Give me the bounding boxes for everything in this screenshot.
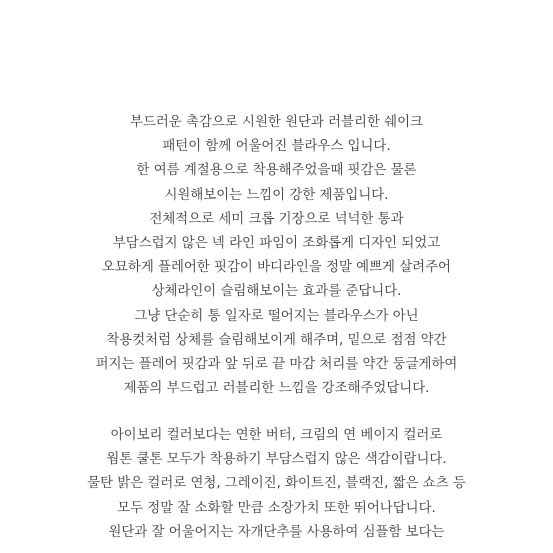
description-line: 그냥 단순히 통 일자로 떨어지는 블라우스가 아닌 [134,308,419,324]
description-line: 한 여름 계절용으로 착용해주었을때 핏감은 물론 [136,163,417,179]
description-line: 부드러운 촉감으로 시원한 원단과 러블리한 쉐이크 [130,115,423,130]
description-line: 상체라인이 슬림해보이는 효과를 준답니다. [151,284,402,300]
description-line: 오묘하게 플레어한 핏감이 바디라인을 정말 예쁘게 살려주어 [102,260,451,276]
description-line: 제품의 부드럽고 러블리한 느낌을 강조해주었답니다. [123,381,430,397]
description-line: 모두 정말 잘 소화할 만큼 소장가치 또한 뛰어나답니다. [117,500,436,516]
description-line: 웜톤 쿨톤 모두가 착용하기 부담스럽지 않은 색감이랍니다. [106,452,447,468]
description-paragraph-1 [0,111,553,401]
description-line: 퍼지는 플레어 핏감과 앞 뒤로 끝 마감 처리를 약간 둥글게하여 [95,356,458,372]
description-line: 아이보리 컬러보다는 연한 버터, 크림의 연 베이지 컬러로 [110,428,443,443]
description-line: 원단과 잘 어울어지는 자개단추를 사용하여 심플함 보다는 [108,524,445,540]
description-line: 전체적으로 세미 크롭 기장으로 넉넉한 통과 [149,211,404,227]
description-line: 패턴이 함께 어울어진 블라우스 입니다. [162,139,391,155]
description-line: 착용컷처럼 상체를 슬림해보이게 해주며, 밑으로 점점 약간 [106,332,447,348]
description-line: 물탄 밝은 컬러로 연청, 그레이진, 화이트진, 블랙진, 짧은 쇼츠 등 [87,476,466,492]
description-paragraph-2 [0,424,553,545]
description-line: 시원해보이는 느낌이 강한 제품입니다. [164,187,389,203]
description-line: 부담스럽지 않은 넥 라인 파임이 조화롭게 디자인 되었고 [112,235,441,251]
